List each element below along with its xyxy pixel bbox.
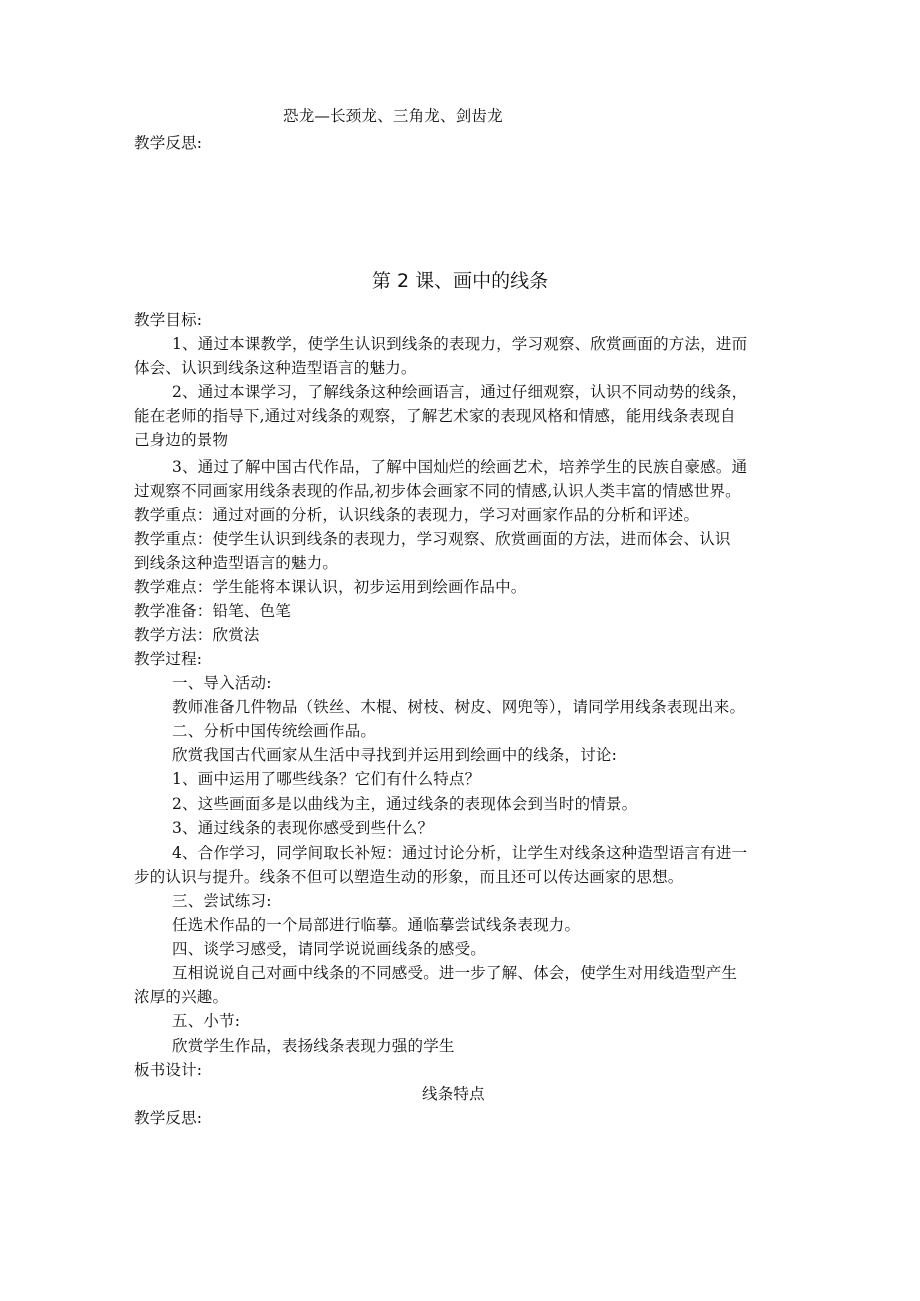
objective-3-line-2: 过观察不同画家用线条表现的作品,初步体会画家不同的情感,认识人类丰富的情感世界。 (134, 482, 741, 500)
section-4-heading: 四、谈学习感受，请同学说说画线条的感受。 (172, 940, 487, 958)
section-2-item-2: 2、这些画面多是以曲线为主，通过线条的表现体会到当时的情景。 (172, 795, 638, 813)
section-3-heading: 三、尝试练习: (172, 892, 272, 910)
section-4-text-line-2: 浓厚的兴趣。 (134, 988, 229, 1006)
reflection-label-bottom: 教学反思: (134, 1109, 203, 1127)
section-5-text: 欣赏学生作品，表扬线条表现力强的学生 (172, 1037, 455, 1055)
objective-3-line-1: 3、通过了解中国古代作品，了解中国灿烂的绘画艺术，培养学生的民族自豪感。通 (172, 458, 748, 476)
reflection-label-top: 教学反思: (134, 134, 203, 152)
objective-1-line-2: 体会、认识到线条这种造型语言的魅力。 (134, 359, 417, 377)
section-2-intro: 欣赏我国古代画家从生活中寻找到并运用到绘画中的线条，讨论: (172, 746, 618, 764)
section-2-item-4-line-2: 步的认识与提升。线条不但可以塑造生动的形象，而且还可以传达画家的思想。 (134, 868, 684, 886)
key-point-2-line-1: 教学重点：使学生认识到线条的表现力，学习观察、欣赏画面的方法，进而体会、认识 (134, 530, 731, 548)
process-label: 教学过程: (134, 650, 203, 668)
preparation: 教学准备：铅笔、色笔 (134, 602, 292, 620)
section-2-item-4-line-1: 4、合作学习，同学间取长补短：通过讨论分析，让学生对线条这种造型语言有进一 (172, 844, 748, 862)
objective-2-line-3: 己身边的景物 (134, 431, 229, 449)
key-point-2-line-2: 到线条这种造型语言的魅力。 (134, 554, 339, 572)
difficulty: 教学难点：学生能将本课认识，初步运用到绘画作品中。 (134, 578, 527, 596)
section-2-item-1: 1、画中运用了哪些线条？它们有什么特点？ (172, 770, 481, 788)
section-1-text: 教师准备几件物品（铁丝、木棍、树枝、树皮、网兜等），请同学用线条表现出来。 (172, 698, 746, 716)
dinosaur-line: 恐龙—长颈龙、三角龙、剑齿龙 (283, 107, 503, 125)
objectives-label: 教学目标: (134, 311, 203, 329)
section-1-heading: 一、导入活动: (172, 674, 272, 692)
board-design-label: 板书设计: (134, 1061, 203, 1079)
objective-1-line-1: 1、通过本课教学，使学生认识到线条的表现力，学习观察、欣赏画面的方法，进而 (172, 335, 748, 353)
section-2-heading: 二、分析中国传统绘画作品。 (172, 722, 377, 740)
section-5-heading: 五、小节: (172, 1012, 241, 1030)
method: 教学方法：欣赏法 (134, 626, 260, 644)
board-design-text: 线条特点 (422, 1085, 485, 1103)
section-3-text: 任选术作品的一个局部进行临摹。通临摹尝试线条表现力。 (172, 916, 581, 934)
section-4-text-line-1: 互相说说自己对画中线条的不同感受。进一步了解、体会，使学生对用线造型产生 (172, 964, 738, 982)
objective-2-line-1: 2、通过本课学习，了解线条这种绘画语言，通过仔细观察，认识不同动势的线条， (172, 383, 748, 401)
lesson-title: 第 2 课、画中的线条 (371, 270, 549, 292)
section-2-item-3: 3、通过线条的表现你感受到些什么？ (172, 819, 434, 837)
objective-2-line-2: 能在老师的指导下,通过对线条的观察，了解艺术家的表现风格和情感，能用线条表现自 (134, 407, 736, 425)
key-point-1: 教学重点：通过对画的分析，认识线条的表现力，学习对画家作品的分析和评述。 (134, 506, 700, 524)
